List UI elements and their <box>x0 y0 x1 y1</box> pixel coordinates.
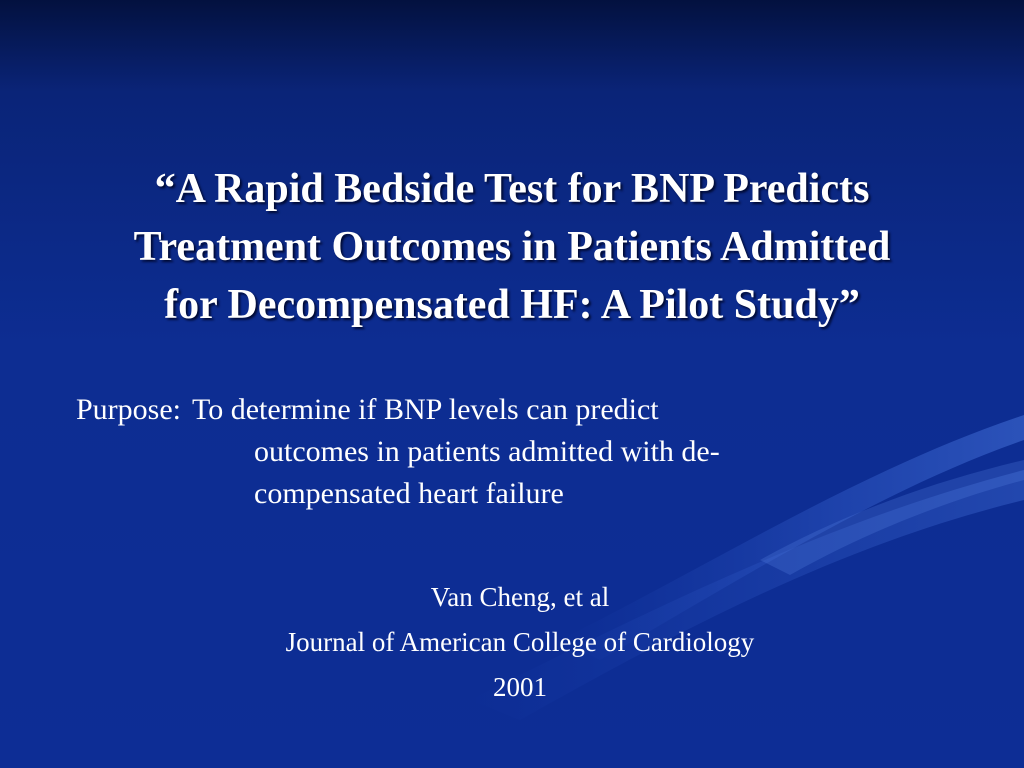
purpose-first-line <box>76 389 936 431</box>
author-line: Van Cheng, et al <box>430 582 610 612</box>
purpose-label: Purpose: <box>76 393 181 426</box>
citation-block <box>0 575 1024 710</box>
journal-line: Journal of American College of Cardiology <box>285 627 755 657</box>
purpose-text-line: compensated heart failure <box>254 477 564 510</box>
title-line: “A Rapid Bedside Test for BNP Predicts <box>154 166 870 212</box>
slide-title <box>20 160 1004 334</box>
purpose-block <box>76 389 936 515</box>
title-line: Treatment Outcomes in Patients Admitted <box>133 224 891 270</box>
year-line: 2001 <box>493 672 547 702</box>
title-line: for Decompensated HF: A Pilot Study” <box>164 282 860 328</box>
purpose-text-line: outcomes in patients admitted with de- <box>254 435 720 468</box>
purpose-text-line: To determine if BNP levels can predict <box>192 393 659 426</box>
